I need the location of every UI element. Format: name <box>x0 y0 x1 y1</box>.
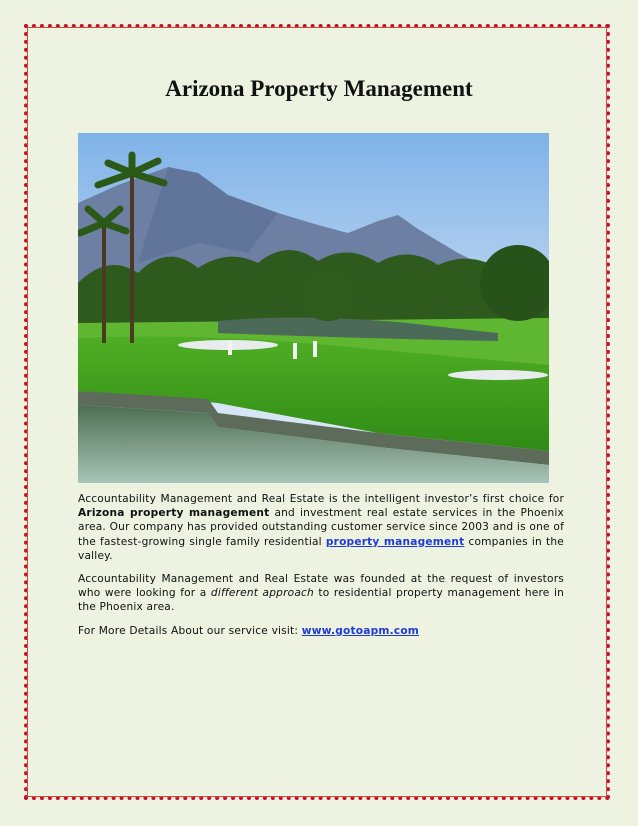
paragraph-intro: Accountability Management and Real Estate is the intelligent investor’s first choice for Arizona property management and investment real estate services in the Phoenix area. Our company has provided outstanding customer service since 2003 and is one of the fastest-growing single family residential property management companies in the valley. <box>78 493 564 562</box>
golf-course-photo <box>78 133 549 483</box>
italic-phrase: different approach <box>210 587 314 600</box>
paragraph-visit: For More Details About our service visit: www.gotoapm.com <box>78 624 420 637</box>
paragraph-founding: Accountability Management and Real Estate was founded at the request of investors who were looking for a different approach to residential property management here in the Phoenix area. <box>78 573 564 614</box>
website-link[interactable]: www.gotoapm.com <box>301 624 420 637</box>
property-management-link[interactable]: property management <box>325 535 465 548</box>
body-text <box>78 492 564 647</box>
bold-keyword: Arizona property management <box>78 507 270 520</box>
sand-bunker-right <box>448 370 548 380</box>
tree-mid <box>300 265 356 321</box>
page-title: Arizona Property Management <box>165 76 473 101</box>
